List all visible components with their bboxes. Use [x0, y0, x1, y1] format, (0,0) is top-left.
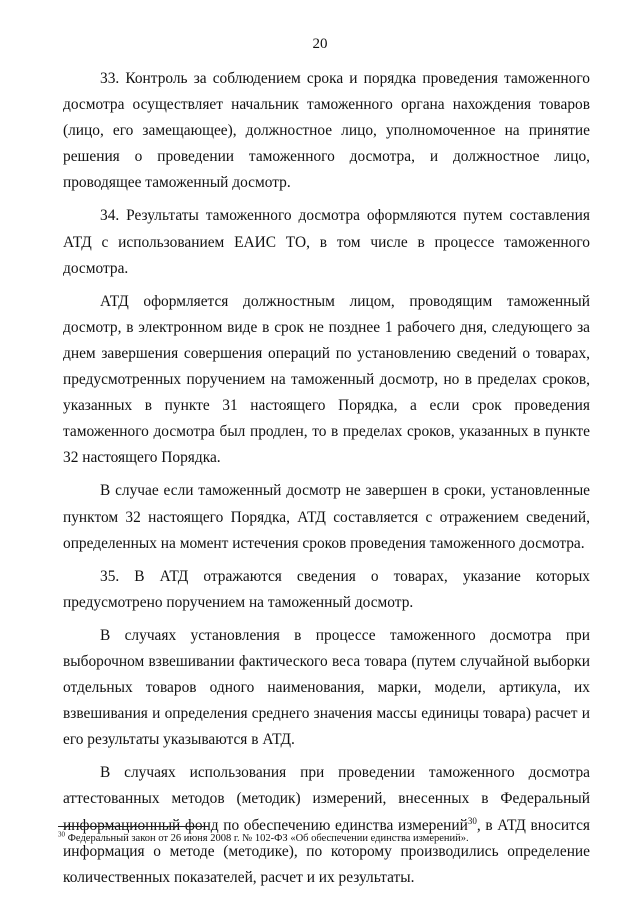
- paragraph-atd-drafting: АТД оформляется должностным лицом, проводящим таможенный досмотр, в электронном виде в срок не позднее 1 рабочего дня, следующего за днем завершения совершения операций по установлению сведений о товарах, предусмотренных поручением на таможенный досмотр, но в пределах сроков, указанных в пункте 31 настоящего Порядка, а если срок проведения таможенного досмотра был продлен, то в пределах сроков, указанных в пункте 32 настоящего Порядка.: [63, 292, 590, 467]
- paragraph-text-end: , в АТД вносится информация о методе (методике), по которому производились определение количественных показателей, расчет и их результаты.: [63, 816, 590, 886]
- footnote-reference[interactable]: 30: [467, 815, 477, 826]
- paragraph-text-start: В случаях использования при проведении таможенного досмотра аттестованных методов (методик) измерений, внесенных в Федеральный информационный фонд по обеспечению единства измерений: [63, 764, 590, 834]
- footnote-marker: 30: [58, 830, 65, 839]
- paragraph-35: 35. В АТД отражаются сведения о товарах, указание которых предусмотрено поручением на таможенный досмотр.: [63, 567, 590, 611]
- paragraph-33: 33. Контроль за соблюдением срока и порядка проведения таможенного досмотра осуществляет начальник таможенного органа нахождения товаров (лицо, его замещающее), должностное лицо, уполномоченное на принятие решения о проведении таможенного досмотра, и должностное лицо, проводящее таможенный досмотр.: [63, 70, 590, 192]
- body-text: [63, 66, 590, 898]
- paragraph-not-completed: В случае если таможенный досмотр не завершен в сроки, установленные пунктом 32 настоящего Порядка, АТД составляется с отражением сведений, определенных на момент истечения сроков проведения таможенного досмотра.: [63, 482, 590, 552]
- footnote-separator: [58, 826, 208, 827]
- page-number: 20: [312, 36, 328, 52]
- paragraph-34: 34. Результаты таможенного досмотра оформляются путем составления АТД с использованием ЕАИС ТО, в том числе в процессе таможенного досмотра.: [63, 207, 590, 277]
- footnote: [58, 832, 598, 846]
- footnote-text: Федеральный закон от 26 июня 2008 г. № 102-ФЗ «Об обеспечении единства измерений».: [65, 833, 469, 844]
- paragraph-weighing: В случаях установления в процессе таможенного досмотра при выборочном взвешивании фактического веса товара (путем случайной выборки отдельных товаров одного наименования, марки, модели, артикула, их взвешивания и определения среднего значения массы единицы товара) расчет и его результаты указываются в АТД.: [63, 626, 590, 749]
